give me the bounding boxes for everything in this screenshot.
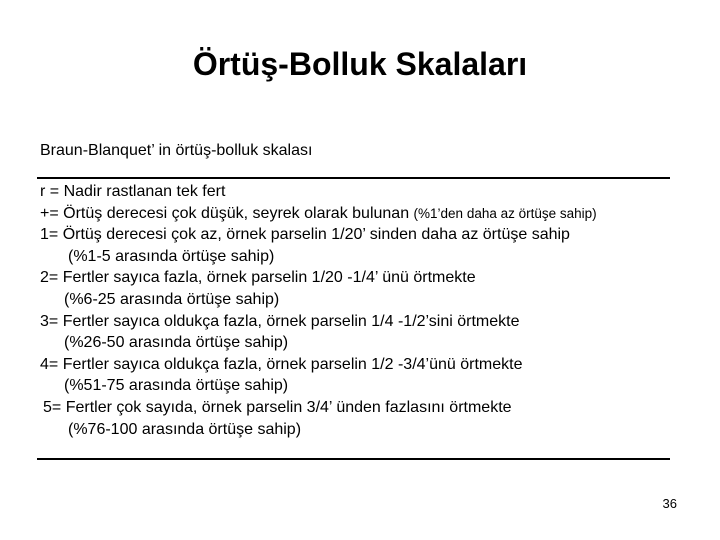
scale-item-text: r = Nadir rastlanan tek fert [40,183,226,200]
scale-item-text: 2= Fertler sayıca fazla, örnek parselin 1/20 -1/4’ ünü örtmekte [40,269,476,287]
top-divider [37,177,670,179]
scale-item-5 [40,397,690,419]
scale-item-3 [40,311,690,333]
slide-subtitle: Braun-Blanquet’ in örtüş-bolluk skalası [40,142,313,159]
scale-item-4 [40,354,690,376]
scale-list [40,181,690,440]
scale-item-5-range [40,419,690,441]
page-number: 36 [662,496,677,511]
scale-item-3-range [40,332,690,354]
scale-item-r [40,181,690,203]
slide-title: Örtüş-Bolluk Skalaları [192,46,528,82]
scale-item-text: (%51-75 arasında örtüşe sahip) [64,377,289,395]
scale-item-plus [40,203,690,225]
scale-item-text: 3= Fertler sayıca oldukça fazla, örnek parselin 1/4 -1/2’sini örtmekte [40,312,520,330]
scale-item-text: (%6-25 arasında örtüşe sahip) [64,290,280,308]
scale-item-4-range [40,375,690,397]
scale-item-text: (%26-50 arasında örtüşe sahip) [64,334,289,352]
scale-item-text: 5= Fertler çok sayıda, örnek parselin 3/4’ ünden fazlasını örtmekte [43,398,512,416]
scale-item-text: (%76-100 arasında örtüşe sahip) [68,420,302,438]
scale-item-1 [40,224,690,246]
scale-item-1-range [40,246,690,268]
bottom-divider [37,458,670,460]
scale-item-2-range [40,289,690,311]
scale-item-note: (%1’den daha az örtüşe sahip) [413,205,597,221]
scale-item-text: += Örtüş derecesi çok düşük, seyrek olarak bulunan [40,204,414,222]
scale-item-text: 4= Fertler sayıca oldukça fazla, örnek parselin 1/2 -3/4’ünü örtmekte [40,355,523,373]
scale-item-text: 1= Örtüş derecesi çok az, örnek parselin 1/20’ sinden daha az örtüşe sahip [40,226,570,244]
scale-item-text: (%1-5 arasında örtüşe sahip) [68,247,275,265]
scale-item-2 [40,267,690,289]
